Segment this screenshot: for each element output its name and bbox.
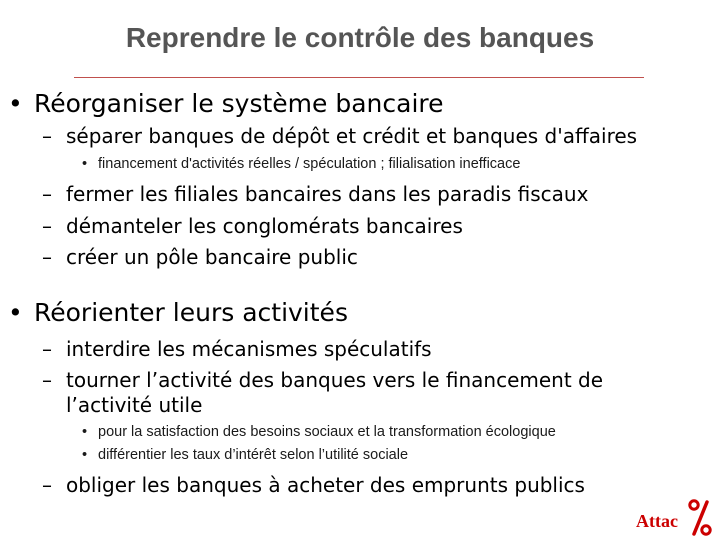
- sub-list-item: • financement d'activités réelles / spéculation ; filialisation inefficace: [98, 156, 520, 172]
- sub-list-item: • pour la satisfaction des besoins sociaux et la transformation écologique: [98, 424, 556, 440]
- sub-list-item: • différentier les taux d’intérêt selon l’utilité sociale: [98, 447, 408, 463]
- list-item: – interdire les mécanismes spéculatifs: [66, 337, 432, 362]
- section-heading-reorienter: • Réorienter leurs activités: [34, 298, 348, 327]
- slide-title: Reprendre le contrôle des banques: [125, 22, 595, 53]
- percent-logo-icon: [688, 498, 712, 538]
- list-item: – obliger les banques à acheter des emprunts publics: [66, 473, 585, 498]
- list-item: – démanteler les conglomérats bancaires: [66, 214, 463, 239]
- attac-logo: [636, 498, 714, 538]
- list-item: – fermer les filiales bancaires dans les paradis fiscaux: [66, 182, 588, 207]
- list-item: – séparer banques de dépôt et crédit et banques d'affaires: [66, 124, 637, 149]
- title-divider: [74, 77, 644, 78]
- section-heading-reorganiser: • Réorganiser le système bancaire: [34, 89, 444, 118]
- logo-text: Attac: [636, 511, 678, 531]
- list-item: – créer un pôle bancaire public: [66, 245, 358, 270]
- list-item: – tourner l’activité des banques vers le financement de l’activité utile: [66, 368, 676, 418]
